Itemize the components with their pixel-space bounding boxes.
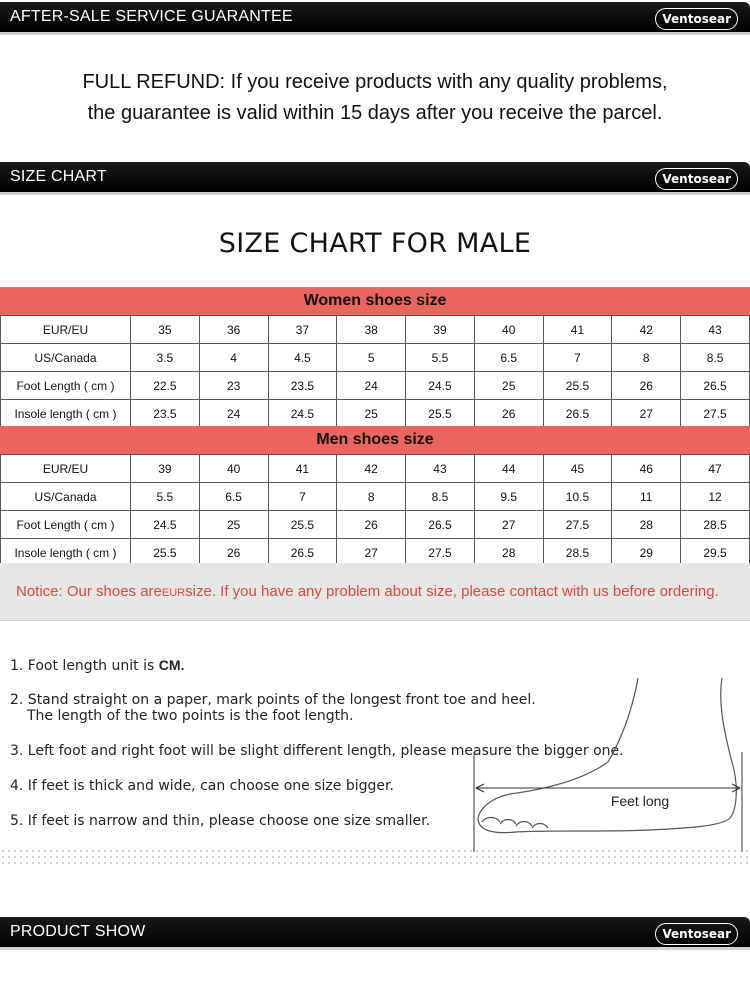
table-cell: 36 [199,316,268,344]
step-2-line-2: The length of the two points is the foot length. [27,708,354,724]
women-size-table [0,315,750,428]
table-cell: 47 [681,455,750,483]
product-show-banner [0,917,750,947]
table-cell: 41 [543,316,612,344]
step-5: 5. If feet is narrow and thin, please choose one size smaller. [10,813,431,829]
table-cell: 39 [131,455,200,483]
table-cell: 6.5 [474,344,543,372]
table-cell: 26 [474,400,543,428]
table-cell: 41 [268,455,337,483]
row-label: Insole length ( cm ) [1,539,131,567]
table-cell: 40 [474,316,543,344]
table-cell: 3.5 [131,344,200,372]
table-cell: 24.5 [268,400,337,428]
table-cell: 8 [337,483,406,511]
table-cell: 26.5 [543,400,612,428]
table-cell: 7 [268,483,337,511]
table-cell: 22.5 [131,372,200,400]
step-3: 3. Left foot and right foot will be slight different length, please measure the bigger one. [10,743,624,759]
after-sale-title: AFTER-SALE SERVICE GUARANTEE [10,8,293,25]
table-cell: 25.5 [131,539,200,567]
size-chart-banner [0,162,750,192]
women-size-header: Women shoes size [0,287,750,315]
table-row [1,483,750,511]
step-1-unit: CM. [158,657,185,673]
refund-line-1: FULL REFUND: If you receive products with any quality problems, [82,71,668,93]
table-cell: 27 [612,400,681,428]
table-cell: 43 [681,316,750,344]
brand-logo: Ventosear [655,923,738,945]
foot-outline-icon [478,678,736,833]
table-cell: 4.5 [268,344,337,372]
table-cell: 45 [543,455,612,483]
table-cell: 44 [474,455,543,483]
table-cell: 25 [199,511,268,539]
table-row [1,511,750,539]
table-cell: 26.5 [406,511,475,539]
table-cell: 25.5 [268,511,337,539]
table-cell: 23.5 [131,400,200,428]
table-cell: 4 [199,344,268,372]
table-cell: 11 [612,483,681,511]
table-cell: 5 [337,344,406,372]
row-label: EUR/EU [1,316,131,344]
row-label: Insole length ( cm ) [1,400,131,428]
table-cell: 8 [612,344,681,372]
notice-part-2: size. If you have any problem about size, please contact with us before ordering. [185,583,719,600]
row-label: EUR/EU [1,455,131,483]
notice-eur: EUR [161,587,186,599]
foot-label: Feet long [610,793,670,809]
table-cell: 9.5 [474,483,543,511]
step-1-text: 1. Foot length unit is [10,658,159,674]
notice-text [16,583,719,600]
table-cell: 37 [268,316,337,344]
table-cell: 26.5 [681,372,750,400]
table-cell: 24 [337,372,406,400]
table-row [1,400,750,428]
table-cell: 23.5 [268,372,337,400]
table-cell: 23 [199,372,268,400]
table-row [1,344,750,372]
men-size-table [0,454,750,567]
table-cell: 27 [474,511,543,539]
foot-measure-illustration [460,672,750,852]
paper-edge [0,848,750,866]
table-cell: 42 [337,455,406,483]
table-cell: 43 [406,455,475,483]
table-cell: 24.5 [406,372,475,400]
after-sale-banner [0,2,750,32]
table-cell: 27 [337,539,406,567]
men-size-header: Men shoes size [0,426,750,454]
table-cell: 24.5 [131,511,200,539]
notice-part-1: Notice: Our shoes are [16,583,162,600]
chart-title: SIZE CHART FOR MALE [218,228,532,259]
product-show-title: PRODUCT SHOW [10,923,146,940]
table-cell: 25 [337,400,406,428]
table-cell: 39 [406,316,475,344]
table-cell: 5.5 [406,344,475,372]
measure-line [474,752,742,852]
row-label: US/Canada [1,483,131,511]
table-cell: 38 [337,316,406,344]
refund-line-2: the guarantee is valid within 15 days after you receive the parcel. [87,102,663,124]
brand-logo: Ventosear [655,8,738,30]
table-cell: 27.5 [681,400,750,428]
row-label: Foot Length ( cm ) [1,372,131,400]
table-row [1,316,750,344]
brand-logo: Ventosear [655,168,738,190]
table-cell: 24 [199,400,268,428]
table-cell: 25.5 [543,372,612,400]
row-label: Foot Length ( cm ) [1,511,131,539]
table-cell: 26 [199,539,268,567]
table-cell: 26.5 [268,539,337,567]
table-cell: 46 [612,455,681,483]
step-1 [10,657,184,674]
size-chart-title: SIZE CHART [10,168,107,185]
table-row [1,372,750,400]
table-cell: 28 [474,539,543,567]
table-cell: 35 [131,316,200,344]
table-cell: 42 [612,316,681,344]
table-cell: 29 [612,539,681,567]
table-cell: 12 [681,483,750,511]
table-cell: 7 [543,344,612,372]
table-cell: 27.5 [406,539,475,567]
table-cell: 29.5 [681,539,750,567]
notice-box [0,563,750,621]
table-cell: 5.5 [131,483,200,511]
table-cell: 28.5 [543,539,612,567]
table-row [1,455,750,483]
table-cell: 26 [612,372,681,400]
table-cell: 40 [199,455,268,483]
table-cell: 8.5 [681,344,750,372]
step-2-line-1: 2. Stand straight on a paper, mark points of the longest front toe and heel. [10,692,536,708]
step-2 [10,692,536,724]
table-cell: 28.5 [681,511,750,539]
table-cell: 28 [612,511,681,539]
table-cell: 25 [474,372,543,400]
table-cell: 6.5 [199,483,268,511]
table-cell: 8.5 [406,483,475,511]
table-cell: 25.5 [406,400,475,428]
step-4: 4. If feet is thick and wide, can choose one size bigger. [10,778,394,794]
table-cell: 26 [337,511,406,539]
row-label: US/Canada [1,344,131,372]
table-cell: 10.5 [543,483,612,511]
table-cell: 27.5 [543,511,612,539]
